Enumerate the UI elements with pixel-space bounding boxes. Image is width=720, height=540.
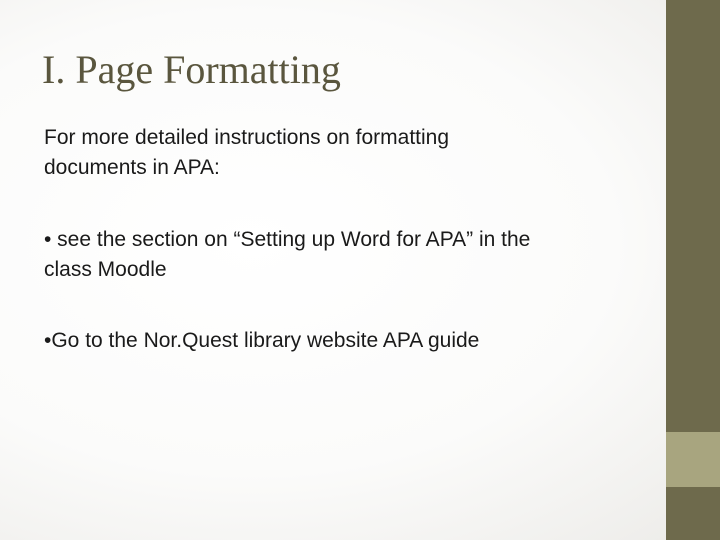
intro-paragraph [44, 123, 654, 183]
intro-line: documents in APA: [44, 156, 220, 179]
bullet-moodle [44, 225, 654, 285]
band-light-accent [666, 432, 720, 487]
intro-line: For more detailed instructions on formatting [44, 126, 450, 149]
bullet-line: • see the section on “Setting up Word for APA” in the [44, 228, 531, 251]
bullet-library-guide [44, 326, 654, 356]
band-dark-bottom [666, 487, 720, 540]
slide-title: I. Page Formatting [42, 47, 341, 92]
bullet-line: •Go to the Nor.Quest library website APA guide [44, 329, 480, 352]
band-dark-top [666, 0, 720, 432]
decorative-side-band [666, 0, 720, 540]
bullet-line: class Moodle [44, 258, 167, 281]
